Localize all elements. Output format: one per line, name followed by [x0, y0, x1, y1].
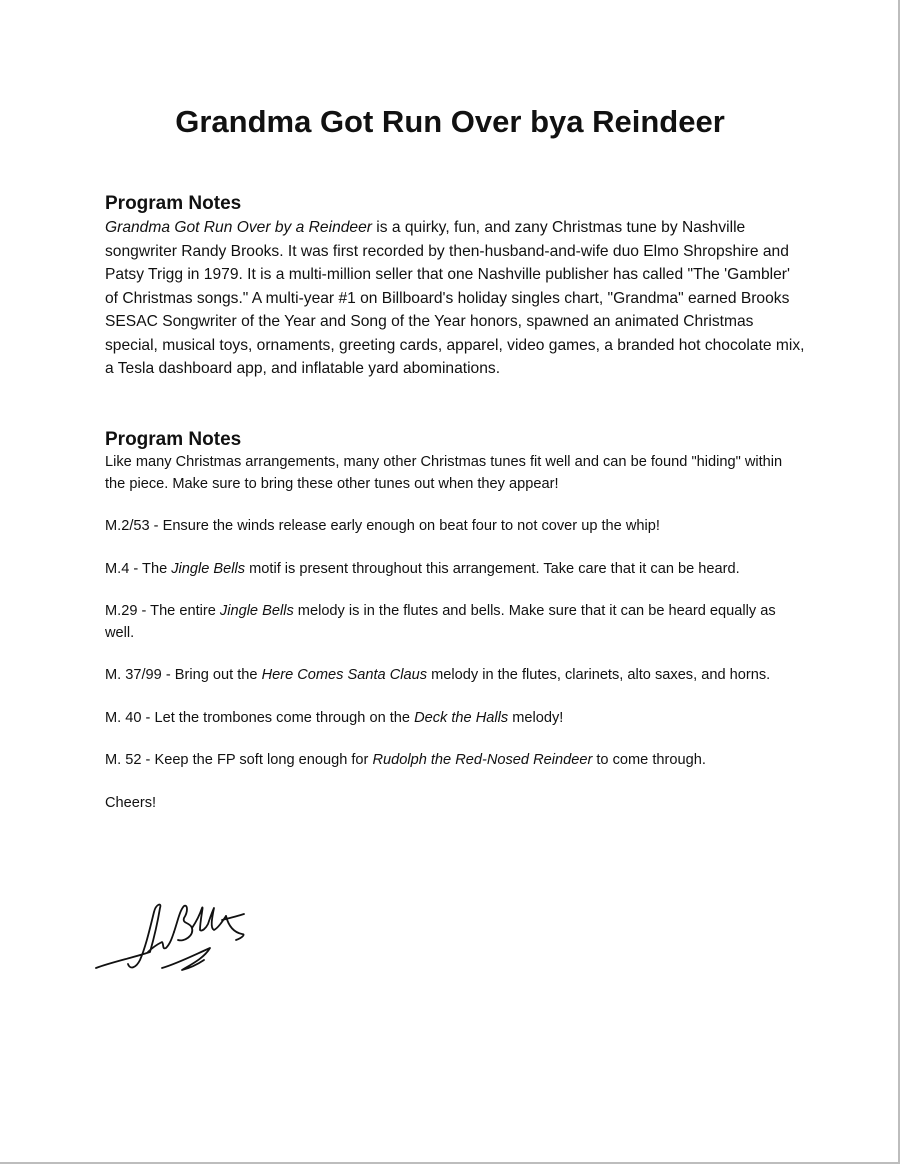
rehearsal-notes-section: [105, 428, 805, 814]
note-m37-after: melody in the flutes, clarinets, alto saxes, and horns.: [427, 667, 771, 683]
rehearsal-notes-heading: Program Notes: [105, 429, 242, 450]
note-m29-before: M.29 - The entire: [105, 603, 220, 619]
note-m40-before: M. 40 - Let the trombones come through on the: [105, 709, 415, 726]
program-notes-text: is a quirky, fun, and zany Christmas tune by Nashville songwriter Randy Brooks. It was first recorded by then-husband-and-wife duo Elmo Shropshire and Patsy Trigg in 1979. It is a multi-million seller that one Nashville publisher has called "The 'Gambler' of Christmas songs." A multi-year #1 on Billboard's holiday singles chart, "Grandma" earned Brooks SESAC Songwriter of the Year and Song of the Year honors, spawned an animated Christmas special, musical toys, ornaments, greeting cards, apparel, video games, a branded hot chocolate mix, a Tesla dashboard app, and inflatable yard abominations.: [105, 219, 805, 377]
note-m37-99: [105, 665, 805, 687]
note-m37-before: M. 37/99 - Bring out the: [105, 667, 262, 683]
program-notes-section: [105, 192, 805, 381]
program-notes-heading: Program Notes: [105, 193, 242, 214]
rehearsal-intro: Like many Christmas arrangements, many other Christmas tunes fit well and can be found "hiding" within the piece. Make sure to bring these other tunes out when they appear!: [105, 454, 783, 492]
note-m2-53: M.2/53 - Ensure the winds release early enough on beat four to not cover up the whip!: [105, 518, 660, 534]
note-m4-after: motif is present throughout this arrangement. Take care that it can be heard.: [245, 560, 740, 577]
note-m4: [105, 559, 805, 581]
note-m52: [105, 750, 805, 772]
note-m4-before: M.4 - The: [105, 560, 172, 577]
note-m40-italic: Deck the Halls: [414, 709, 509, 726]
note-m52-after: to come through.: [592, 752, 706, 768]
program-notes-body: [105, 216, 805, 381]
note-m29: [105, 601, 805, 644]
note-m37-italic: Here Comes Santa Claus: [261, 667, 428, 683]
note-m29-italic: Jingle Bells: [219, 603, 294, 619]
note-m40: [105, 708, 805, 730]
note-m52-before: M. 52 - Keep the FP soft long enough for: [105, 752, 373, 768]
closing-text: Cheers!: [105, 794, 157, 811]
note-m29-after: melody is in the flutes and bells. Make sure that it can be heard equally as well.: [105, 603, 776, 641]
page-title: Grandma Got Run Over bya Reindeer: [175, 104, 725, 139]
note-m40-after: melody!: [508, 709, 564, 726]
signature-image: [92, 898, 262, 978]
note-m52-italic: Rudolph the Red-Nosed Reindeer: [372, 752, 593, 768]
song-title-italic: Grandma Got Run Over by a Reindeer: [105, 219, 372, 236]
note-m4-italic: Jingle Bells: [171, 560, 246, 577]
